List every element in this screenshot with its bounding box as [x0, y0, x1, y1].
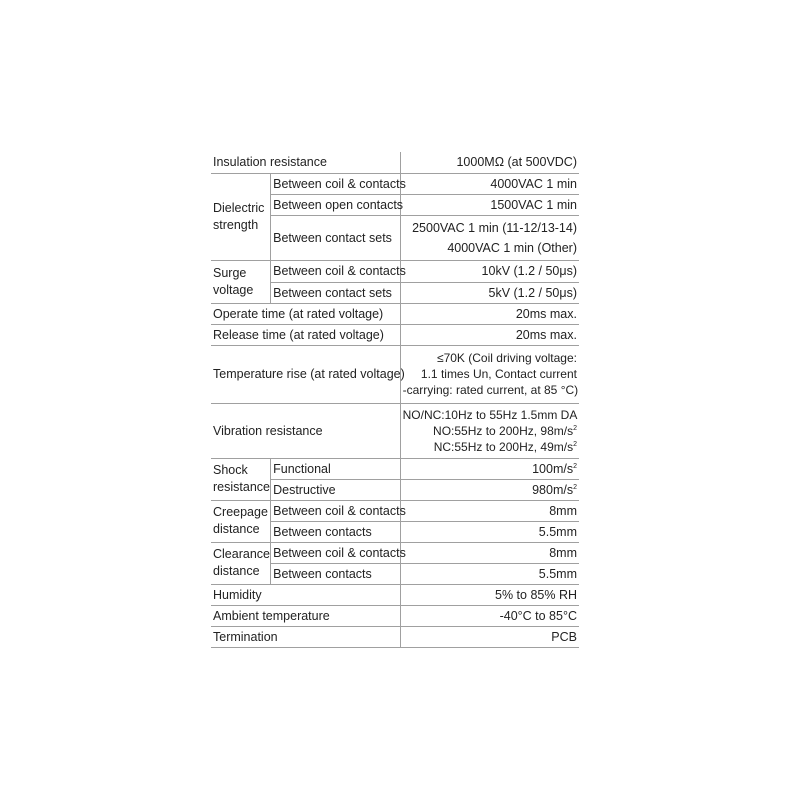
surge-coil-contacts-label: Between coil & contacts: [271, 260, 401, 282]
vibration-label: Vibration resistance: [211, 403, 400, 458]
vibration-value-3-text: NC:55Hz to 200Hz, 49m/s: [433, 439, 574, 454]
vibration-value: [400, 403, 579, 458]
dielectric-open-contacts-value: 1500VAC 1 min: [490, 197, 577, 212]
row-ambient-temperature: [211, 605, 579, 626]
shock-destructive-value-text: 980m/s: [532, 482, 574, 497]
vibration-value-2-text: NO:55Hz to 200Hz, 98m/s: [433, 423, 574, 438]
clearance-coil-contacts-label: Between coil & contacts: [271, 542, 401, 563]
surge-coil-contacts-value: 10kV (1.2 / 50μs): [481, 264, 577, 278]
dielectric-strength-label: [211, 173, 271, 260]
surge-contact-sets-label: Between contact sets: [271, 282, 401, 303]
dielectric-coil-contacts-label: Between coil & contacts: [271, 173, 401, 194]
creepage-contacts-value: 5.5mm: [538, 524, 577, 539]
creepage-coil-contacts-label: Between coil & contacts: [271, 500, 401, 521]
vibration-value-2: [403, 423, 577, 439]
ambient-temperature-value: -40°C to 85°C: [499, 608, 577, 623]
clearance-distance-label: [211, 542, 271, 584]
temperature-rise-value-1: ≤70K (Coil driving voltage:: [437, 351, 577, 365]
row-surge-coil-contacts: [211, 260, 579, 282]
dielectric-label-line1: Dielectric: [213, 200, 265, 215]
ambient-temperature-label: Ambient temperature: [211, 605, 400, 626]
shock-functional-value-text: 100m/s: [532, 461, 574, 476]
shock-label-line2: resistance: [213, 480, 270, 494]
insulation-label: Insulation resistance: [211, 152, 400, 173]
shock-destructive-label: Destructive: [271, 479, 401, 500]
operate-time-label: Operate time (at rated voltage): [211, 303, 400, 324]
creepage-distance-label: [211, 500, 271, 542]
shock-label-line1: Shock: [213, 463, 248, 477]
clearance-label-line2: distance: [213, 564, 260, 578]
creepage-contacts-label: Between contacts: [271, 521, 401, 542]
row-dielectric-coil-contacts: [211, 173, 579, 194]
vibration-value-3-sup: 2: [573, 440, 577, 448]
humidity-value: 5% to 85% RH: [495, 587, 577, 602]
insulation-value: 1000MΩ (at 500VDC): [456, 155, 577, 170]
surge-label-line2: voltage: [213, 282, 254, 297]
release-time-value: 20ms max.: [515, 327, 577, 342]
row-shock-functional: [211, 458, 579, 479]
creepage-coil-contacts-value: 8mm: [549, 503, 577, 518]
shock-resistance-label: [211, 458, 271, 500]
termination-value: PCB: [551, 629, 577, 644]
creepage-label-line1: Creepage: [213, 505, 268, 519]
vibration-value-3: [403, 439, 577, 455]
row-release-time: [211, 324, 579, 345]
clearance-coil-contacts-value: 8mm: [549, 545, 577, 560]
surge-contact-sets-value: 5kV (1.2 / 50μs): [488, 285, 577, 300]
surge-voltage-label: [211, 260, 271, 303]
row-clearance-coil-contacts: [211, 542, 579, 563]
temperature-rise-label: Temperature rise (at rated voltage): [211, 345, 400, 403]
temperature-rise-value-2: 1.1 times Un, Contact current: [420, 367, 577, 381]
dielectric-label-line2: strength: [213, 217, 259, 232]
dielectric-contact-sets-label: Between contact sets: [271, 215, 401, 260]
shock-functional-label: Functional: [271, 458, 401, 479]
operate-time-value: 20ms max.: [515, 306, 577, 321]
row-vibration-resistance: [211, 403, 579, 458]
dielectric-open-contacts-label: Between open contacts: [271, 194, 401, 215]
row-humidity: [211, 584, 579, 605]
shock-destructive-value: [400, 479, 579, 500]
vibration-value-1: NO/NC:10Hz to 55Hz 1.5mm DA: [402, 407, 578, 422]
row-creepage-coil-contacts: [211, 500, 579, 521]
surge-label-line1: Surge: [213, 265, 247, 280]
dielectric-contact-sets-value-1: 2500VAC 1 min (11-12/13-14): [412, 220, 577, 235]
temperature-rise-value: [400, 345, 579, 403]
row-temperature-rise: [211, 345, 579, 403]
shock-functional-value: [400, 458, 579, 479]
clearance-contacts-label: Between contacts: [271, 563, 401, 584]
creepage-label-line2: distance: [213, 522, 260, 536]
shock-destructive-sup: 2: [573, 483, 577, 491]
humidity-label: Humidity: [211, 584, 400, 605]
row-operate-time: [211, 303, 579, 324]
vibration-value-2-sup: 2: [573, 424, 577, 432]
release-time-label: Release time (at rated voltage): [211, 324, 400, 345]
clearance-contacts-value: 5.5mm: [538, 566, 577, 581]
shock-functional-sup: 2: [573, 462, 577, 470]
termination-label: Termination: [211, 626, 400, 647]
dielectric-contact-sets-value: [400, 215, 579, 260]
dielectric-contact-sets-value-2: 4000VAC 1 min (Other): [447, 240, 577, 255]
row-insulation-resistance: [211, 152, 579, 173]
temperature-rise-value-3: -carrying: rated current, at 85 °C): [402, 383, 579, 397]
specification-table: [211, 152, 579, 648]
dielectric-coil-contacts-value: 4000VAC 1 min: [490, 176, 577, 191]
clearance-label-line1: Clearance: [213, 547, 270, 561]
row-termination: [211, 626, 579, 647]
